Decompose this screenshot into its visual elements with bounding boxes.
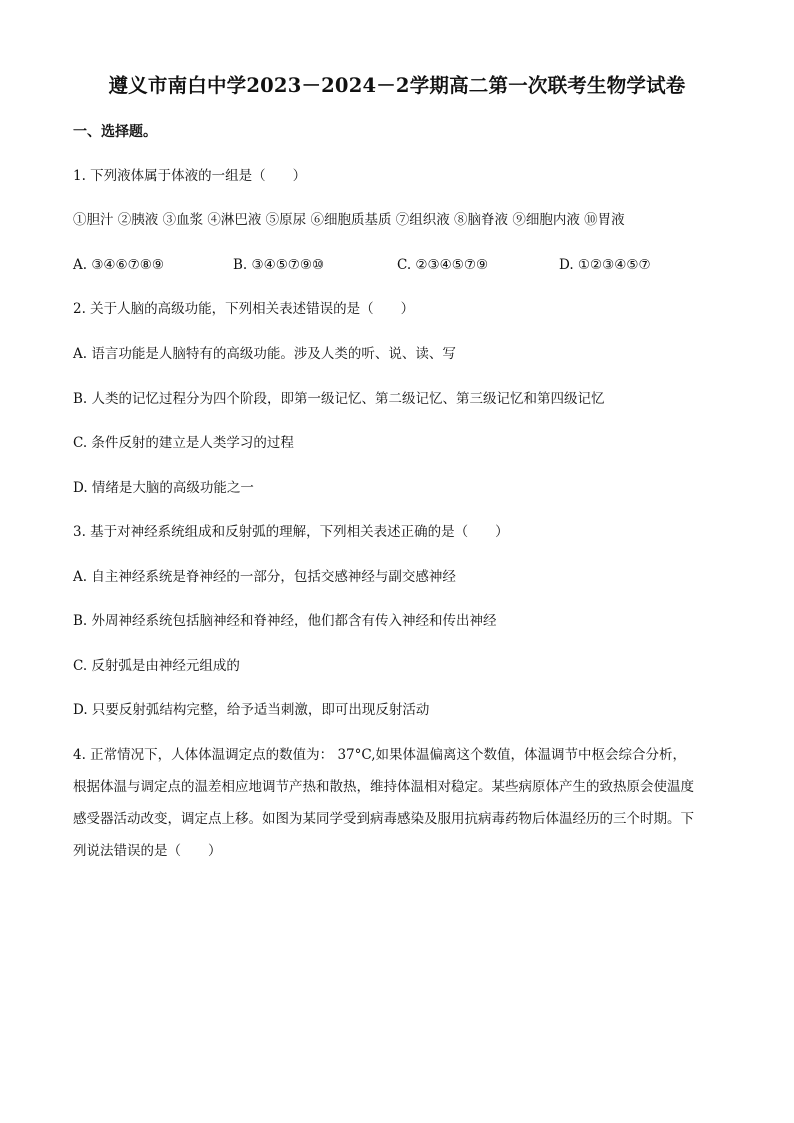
question-1-option-d[interactable]: D. ①②③④⑤⑦ bbox=[559, 257, 651, 273]
question-3-option-c[interactable]: C. 反射弧是由神经元组成的 bbox=[73, 658, 240, 674]
question-2-option-a[interactable]: A. 语言功能是人脑特有的高级功能。涉及人类的听、说、读、写 bbox=[73, 346, 456, 362]
question-3-option-b[interactable]: B. 外周神经系统包括脑神经和脊神经，他们都含有传入神经和传出神经 bbox=[73, 613, 497, 629]
question-2-stem: 2. 关于人脑的高级功能，下列相关表述错误的是（ ） bbox=[73, 301, 415, 317]
question-1-option-a[interactable]: A. ③④⑥⑦⑧⑨ bbox=[73, 257, 164, 273]
question-1-stem: 1. 下列液体属于体液的一组是（ ） bbox=[73, 168, 307, 184]
question-2-option-c[interactable]: C. 条件反射的建立是人类学习的过程 bbox=[73, 435, 294, 451]
question-3-option-d[interactable]: D. 只要反射弧结构完整，给予适当刺激，即可出现反射活动 bbox=[73, 702, 430, 718]
question-1-option-c[interactable]: C. ②③④⑤⑦⑨ bbox=[397, 257, 489, 273]
question-1-options bbox=[73, 256, 713, 274]
question-4-stem-line-1: 4. 正常情况下，人体体温调定点的数值为： 37°C,如果体温偏离这个数值，体温调节中枢会综合分析， bbox=[73, 747, 687, 763]
question-2-option-b[interactable]: B. 人类的记忆过程分为四个阶段，即第一级记忆、第二级记忆、第三级记忆和第四级记忆 bbox=[73, 391, 605, 407]
question-1-items: ①胆汁 ②胰液 ③血浆 ④淋巴液 ⑤原尿 ⑥细胞质基质 ⑦组织液 ⑧脑脊液 ⑨细胞内液 ⑩胃液 bbox=[73, 212, 625, 228]
question-2-option-d[interactable]: D. 情绪是大脑的高级功能之一 bbox=[73, 480, 254, 496]
question-3-option-a[interactable]: A. 自主神经系统是脊神经的一部分，包括交感神经与副交感神经 bbox=[73, 569, 456, 585]
question-1-option-b[interactable]: B. ③④⑤⑦⑨⑩ bbox=[233, 257, 325, 273]
question-3-stem: 3. 基于对神经系统组成和反射弧的理解，下列相关表述正确的是（ ） bbox=[73, 524, 509, 540]
section-heading: 一、选择题。 bbox=[73, 124, 157, 140]
question-4-stem-line-2: 根据体温与调定点的温差相应地调节产热和散热，维持体温相对稳定。某些病原体产生的致热原会使温度 bbox=[73, 779, 694, 795]
exam-title: 遵义市南白中学2023－2024－2学期高二第一次联考生物学试卷 bbox=[108, 74, 686, 97]
question-4-stem-line-3: 感受器活动改变，调定点上移。如图为某同学受到病毒感染及服用抗病毒药物后体温经历的三个时期。下 bbox=[73, 811, 694, 827]
question-4-stem-line-4: 列说法错误的是（ ） bbox=[73, 843, 222, 859]
